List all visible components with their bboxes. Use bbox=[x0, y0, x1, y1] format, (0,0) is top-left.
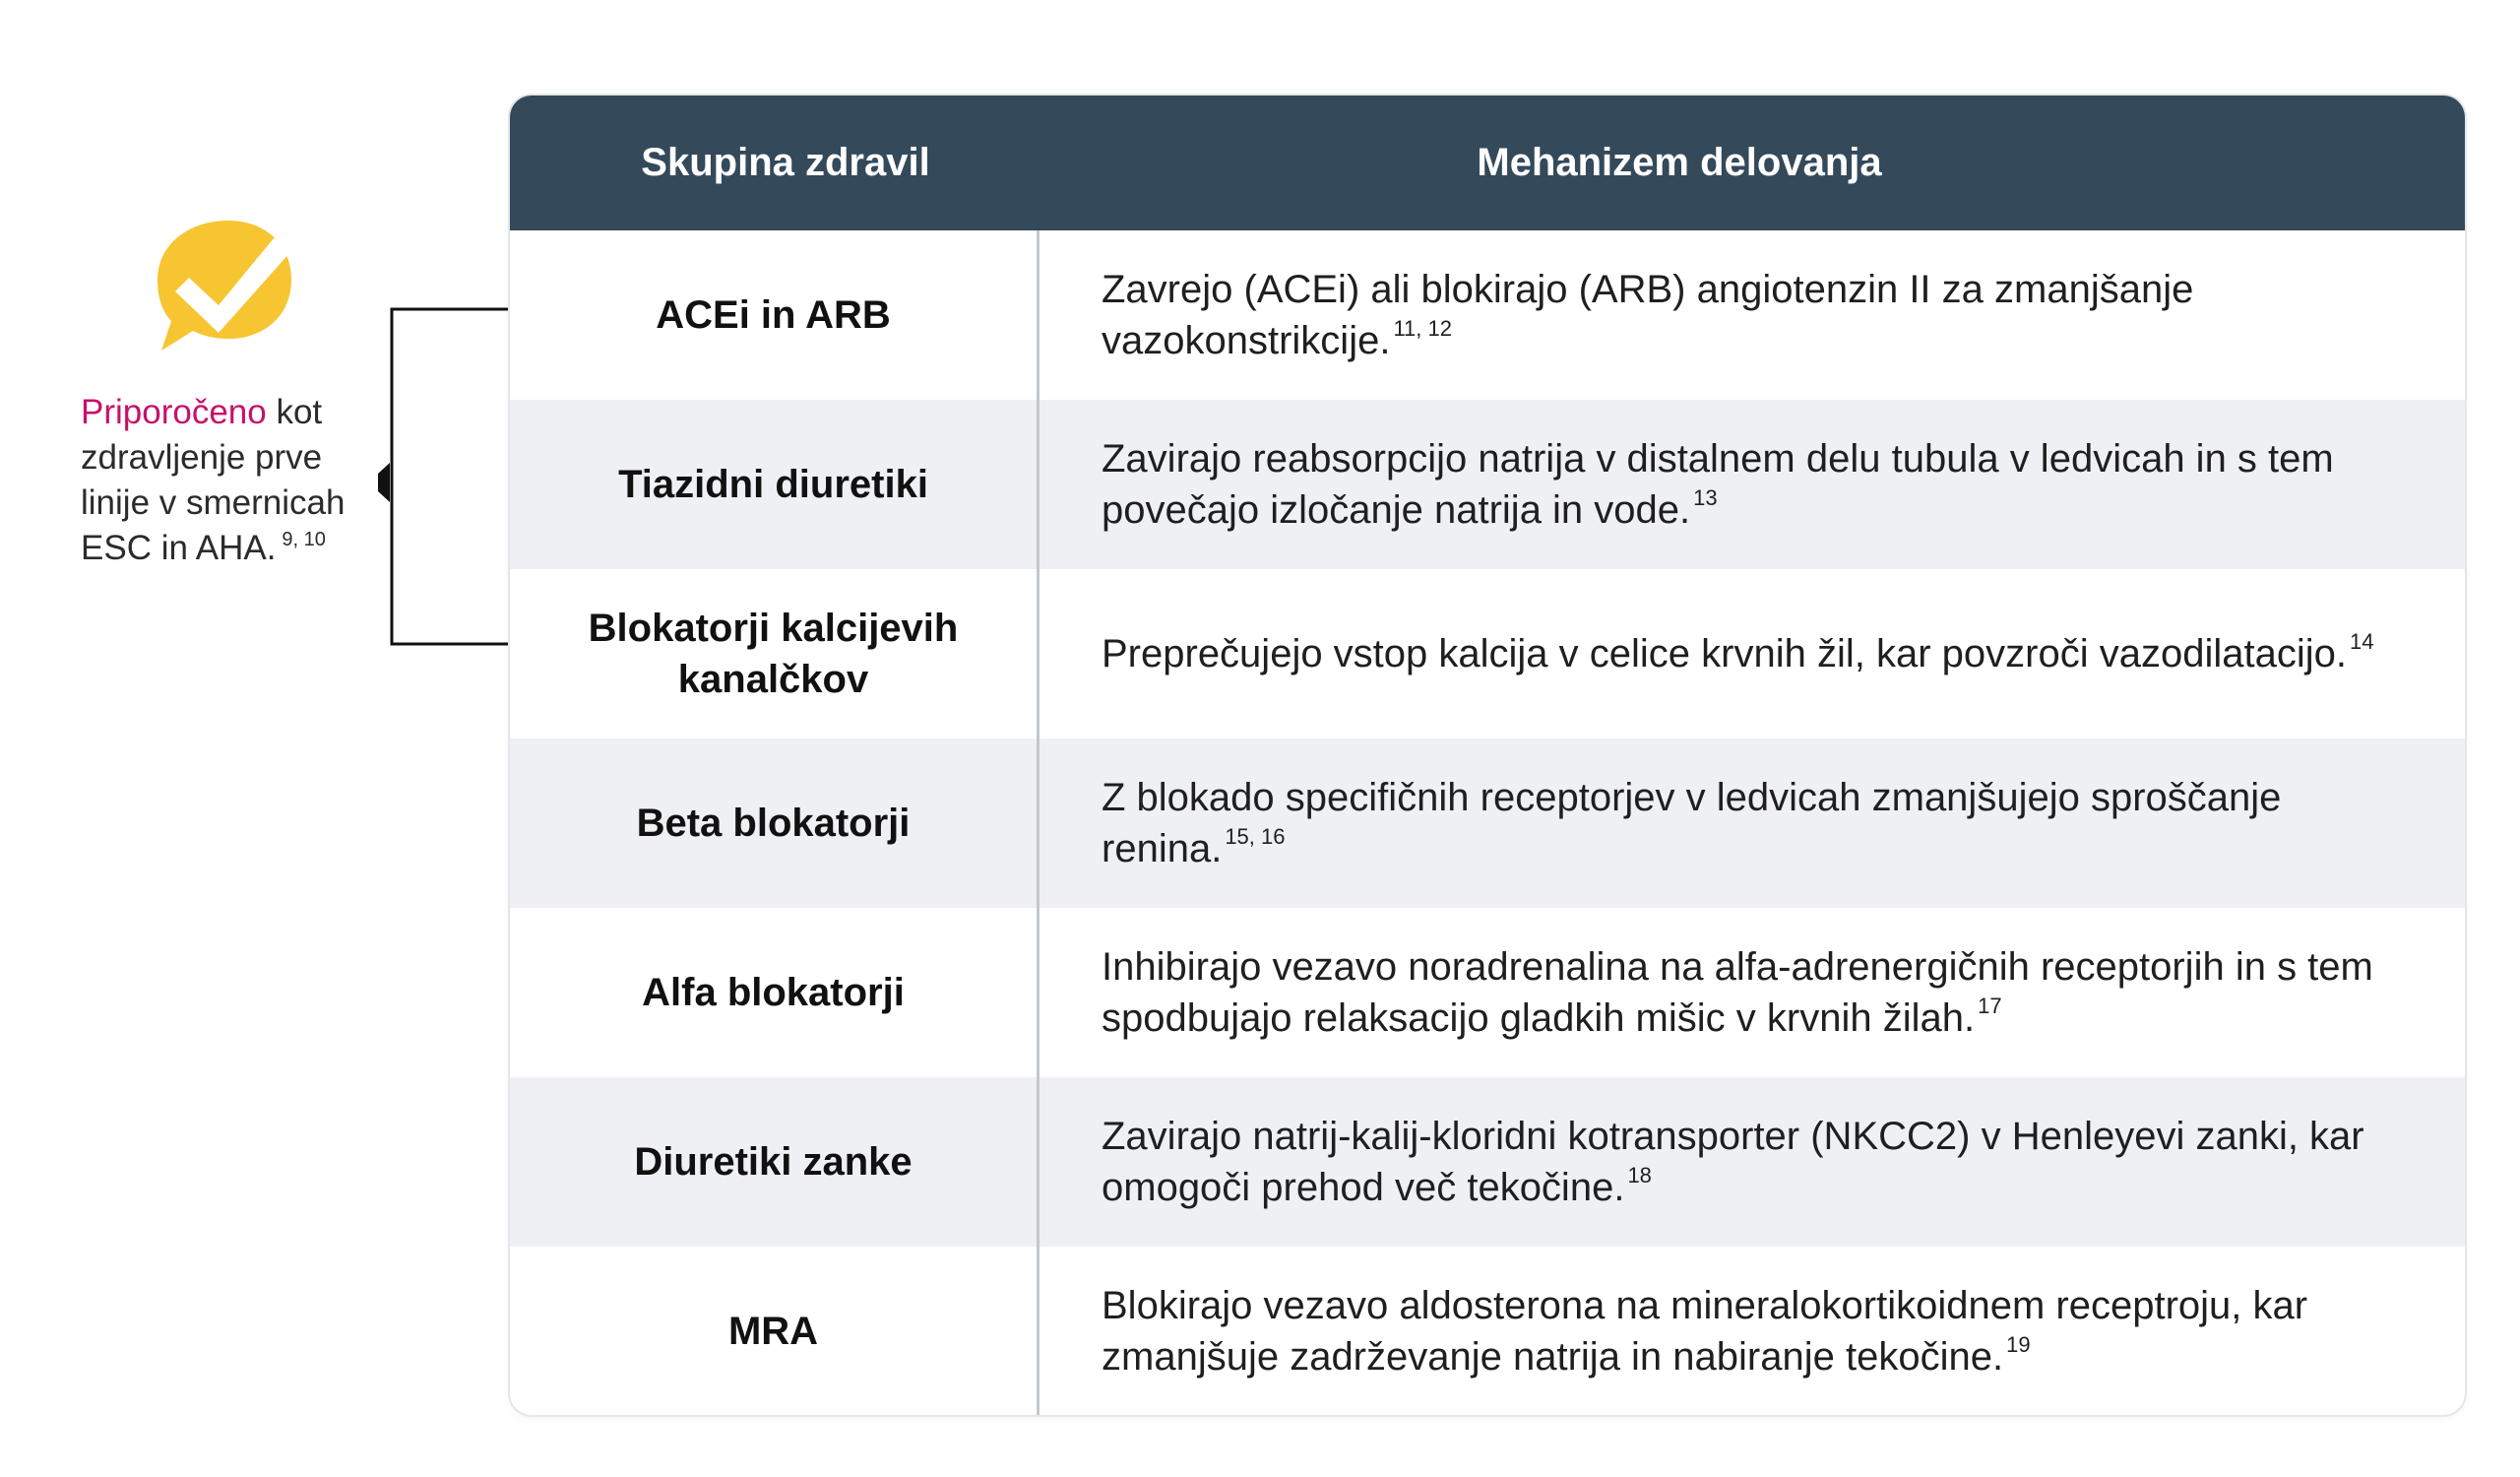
mechanism-text: Inhibirajo vezavo noradrenalina na alfa-adrenergičnih receptorjih in s tem spodbujajo relaksacijo gladkih mišic v krvnih žilah. bbox=[1102, 945, 2373, 1040]
mechanism-cell bbox=[1037, 738, 2465, 908]
drug-group-cell: ACEi in ARB bbox=[656, 293, 891, 337]
header-group: Skupina zdravil bbox=[641, 141, 930, 184]
mechanism-cell bbox=[1037, 908, 2465, 1077]
header-mechanism: Mehanizem delovanja bbox=[1477, 141, 1882, 184]
reference-number: 17 bbox=[1978, 994, 2002, 1018]
reference-number: 15, 16 bbox=[1225, 824, 1286, 849]
reference-number: 18 bbox=[1627, 1163, 1652, 1188]
table-row bbox=[510, 1077, 2465, 1247]
table-header bbox=[510, 96, 2465, 230]
table-row bbox=[510, 1247, 2465, 1415]
mechanism-text: Z blokado specifičnih receptorjev v ledvicah zmanjšujejo sproščanje renina. bbox=[1102, 776, 2282, 870]
table-row bbox=[510, 400, 2465, 569]
bracket-connector bbox=[374, 295, 532, 660]
recommendation-highlight: Priporočeno bbox=[81, 393, 267, 431]
drug-group-cell: Diuretiki zanke bbox=[634, 1140, 913, 1184]
table-row bbox=[510, 230, 2465, 400]
check-speech-bubble-icon bbox=[152, 219, 309, 356]
drug-group-cell: MRA bbox=[727, 1310, 819, 1353]
mechanism-text: Zavrejo (ACEi) ali blokirajo (ARB) angiotenzin II za zmanjšanje vazokonstrikcije. bbox=[1102, 268, 2194, 362]
mechanism-cell bbox=[1037, 1077, 2465, 1247]
mechanism-cell bbox=[1037, 1247, 2465, 1415]
table-body bbox=[510, 230, 2465, 1415]
mechanism-cell bbox=[1037, 230, 2465, 400]
reference-number: 14 bbox=[2349, 629, 2374, 654]
drug-group-cell: Tiazidni diuretiki bbox=[618, 463, 928, 506]
reference-number: 11, 12 bbox=[1393, 316, 1452, 341]
mechanism-text: Zavirajo natrij-kalij-kloridni kotransporter (NKCC2) v Henleyevi zanki, kar omogoči prehod več tekočine. bbox=[1102, 1115, 2364, 1209]
mechanism-cell bbox=[1037, 400, 2465, 569]
drug-classes-table bbox=[510, 96, 2465, 1415]
mechanism-text: Blokirajo vezavo aldosterona na mineralokortikoidnem receptroju, kar zmanjšuje zadrževanje natrija in nabiranje tekočine. bbox=[1102, 1284, 2308, 1379]
reference-number: 19 bbox=[2006, 1332, 2031, 1357]
mechanism-cell bbox=[1037, 569, 2465, 738]
drug-group-cell: Blokatorji kalcijevih kanalčkov bbox=[588, 607, 959, 701]
drug-group-cell: Alfa blokatorji bbox=[642, 971, 905, 1014]
table-row bbox=[510, 738, 2465, 908]
table-row bbox=[510, 569, 2465, 738]
table-row bbox=[510, 908, 2465, 1077]
column-divider bbox=[1037, 230, 1040, 1415]
recommendation-refs: 9, 10 bbox=[282, 529, 326, 550]
reference-number: 13 bbox=[1693, 485, 1718, 510]
drug-group-cell: Beta blokatorji bbox=[636, 802, 911, 845]
mechanism-text: Zavirajo reabsorpcijo natrija v distalnem delu tubula v ledvicah in s tem povečajo izločanje natrija in vode. bbox=[1102, 437, 2334, 532]
recommendation-text: kot zdravljenje prve linije v smernicah ESC in AHA. bbox=[81, 393, 346, 567]
recommendation-note bbox=[81, 390, 376, 571]
mechanism-text: Preprečujejo vstop kalcija v celice krvnih žil, kar povzroči vazodilatacijo. bbox=[1102, 632, 2347, 675]
